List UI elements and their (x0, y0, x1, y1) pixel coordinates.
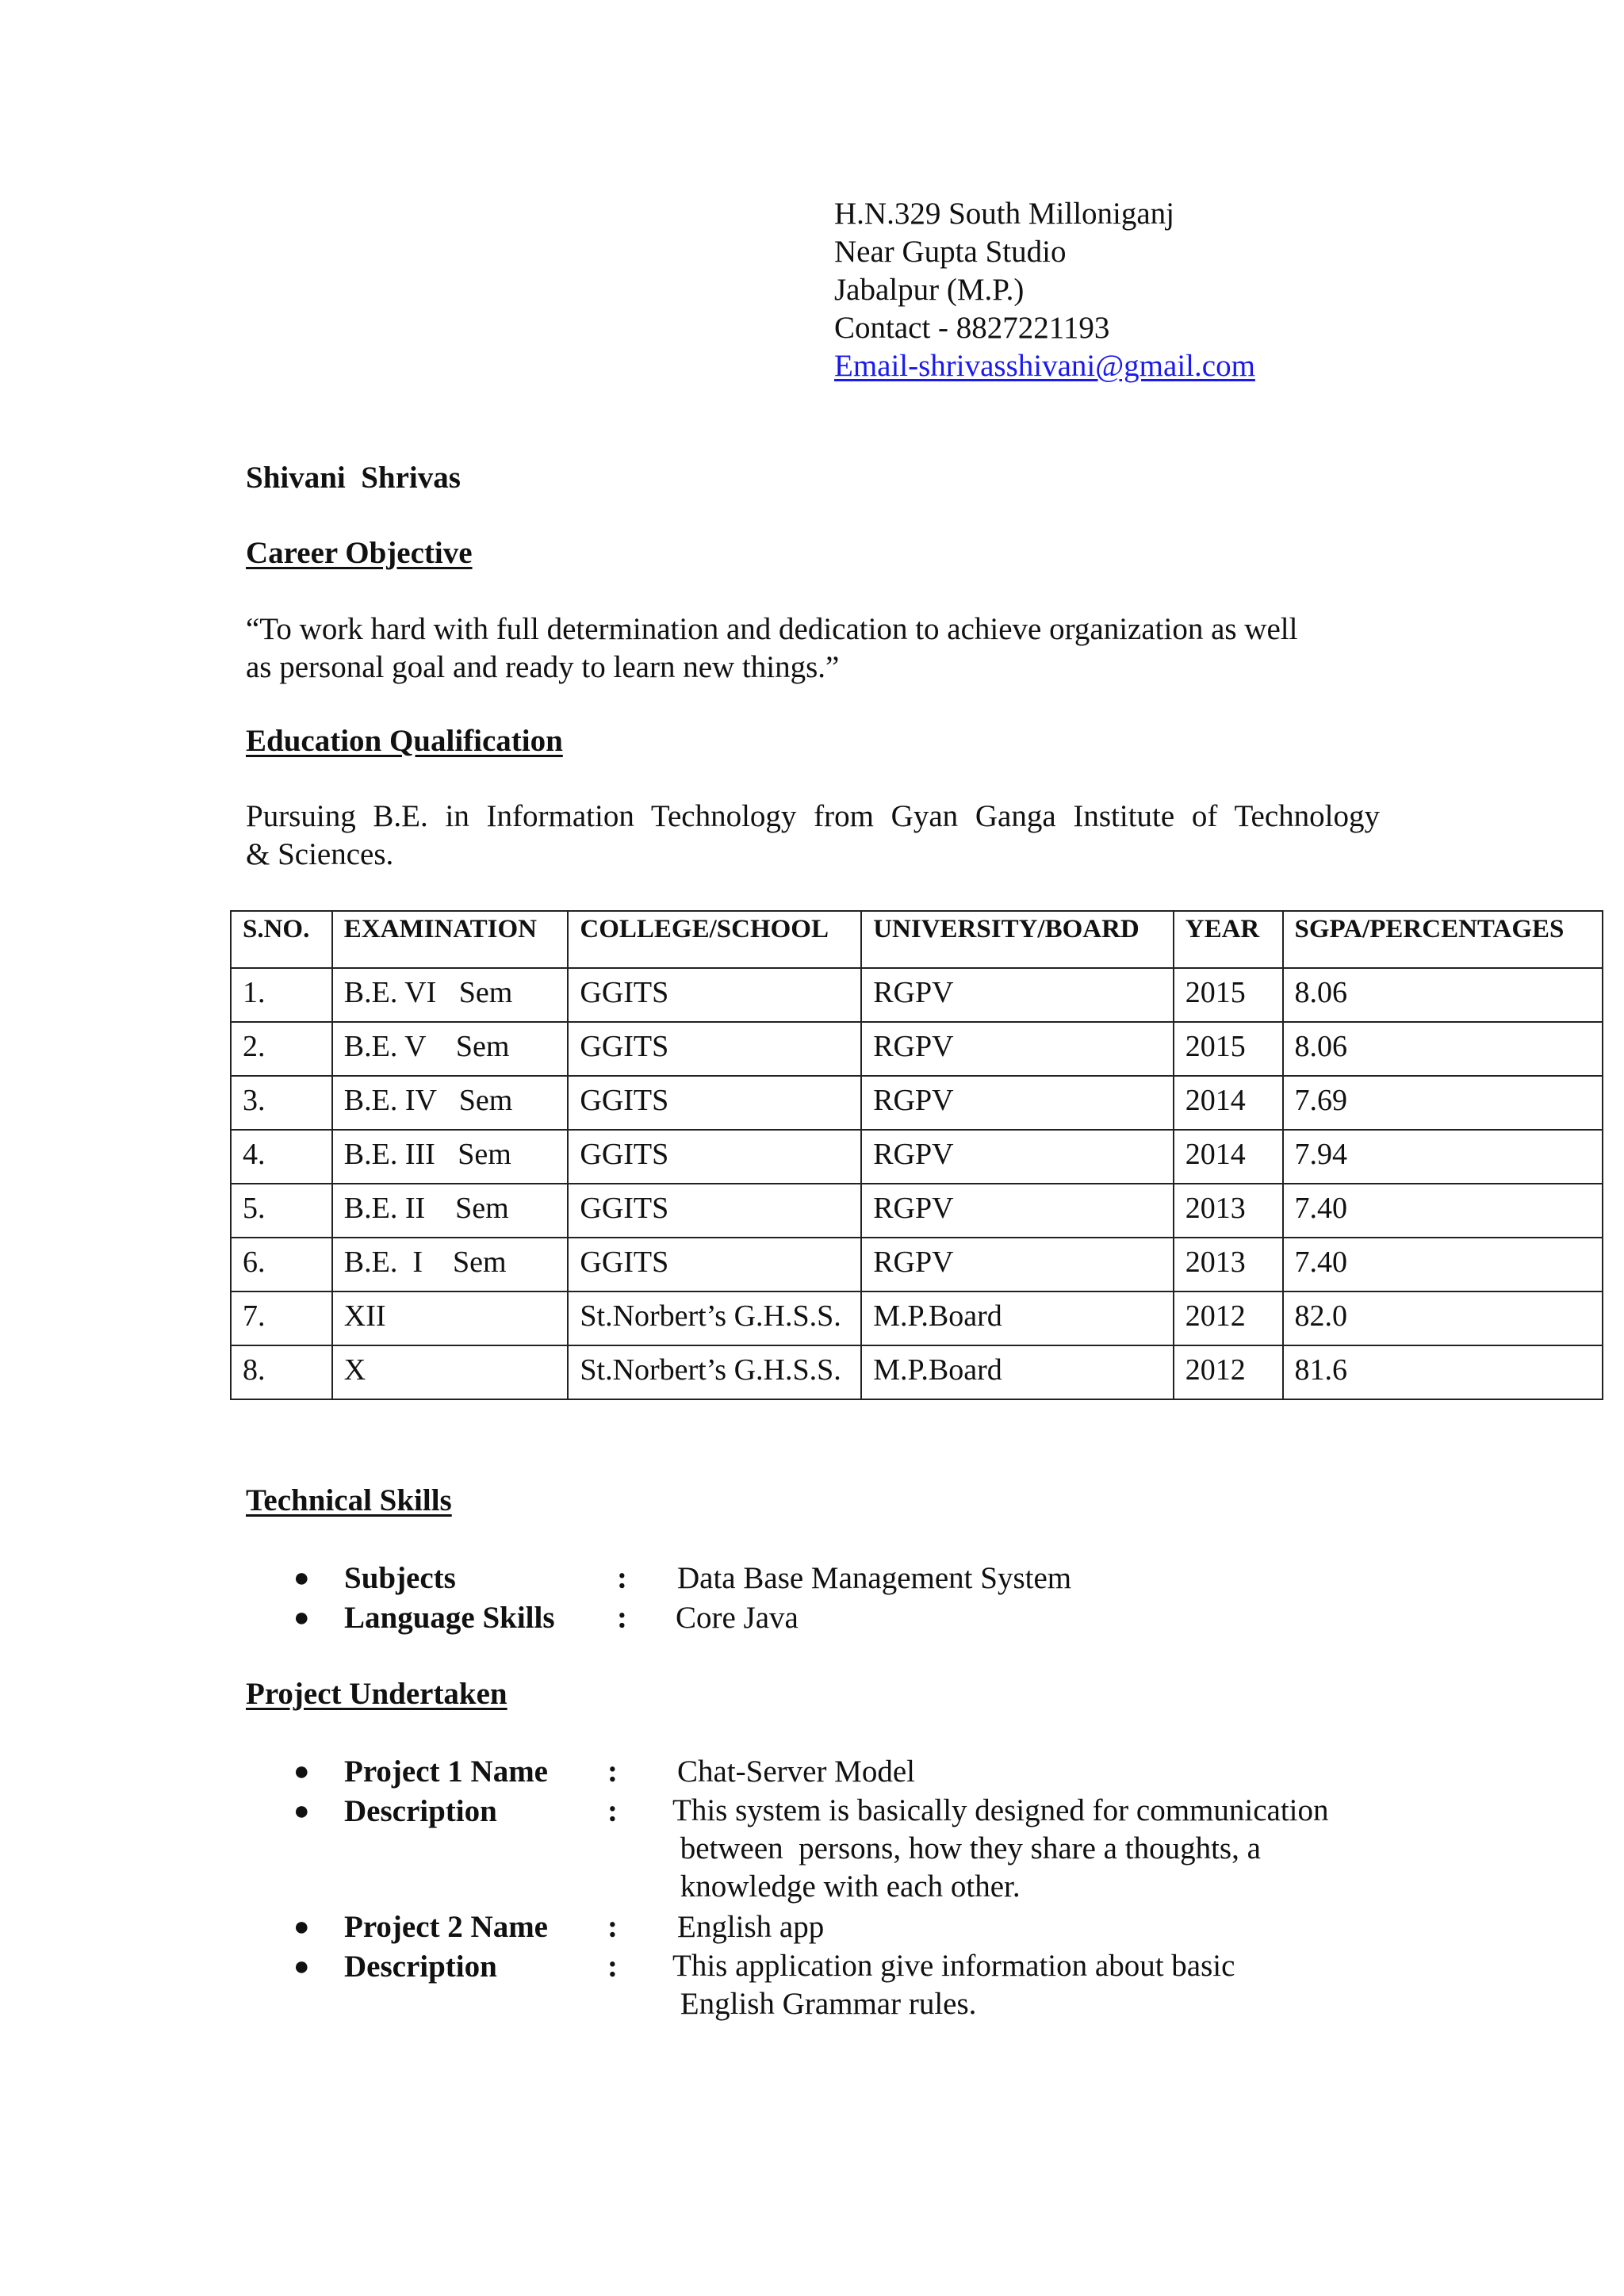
table-cell: RGPV (861, 1130, 1174, 1184)
table-row (231, 968, 1603, 1022)
description-line: English Grammar rules. (672, 1987, 977, 2021)
career-objective-line-2: as personal goal and ready to learn new things.” (246, 650, 840, 684)
table-cell: RGPV (861, 1076, 1174, 1130)
table-cell: 2015 (1174, 968, 1283, 1022)
skill-label: Language Skills (344, 1601, 555, 1635)
address-block (834, 195, 1255, 385)
table-row (231, 1184, 1603, 1238)
table-cell: St.Norbert’s G.H.S.S. (568, 1292, 861, 1345)
column-header: YEAR (1174, 911, 1283, 968)
table-row (231, 1238, 1603, 1292)
education-table (230, 910, 1603, 1400)
separator: : (607, 1794, 618, 1828)
address-line-3: Jabalpur (M.P.) (834, 273, 1025, 307)
table-cell: 2012 (1174, 1292, 1283, 1345)
bullet-icon: ● (293, 1603, 310, 1632)
table-cell: B.E. IV Sem (332, 1076, 569, 1130)
career-objective-text (246, 610, 1380, 687)
skill-label: Subjects (344, 1561, 456, 1595)
table-cell: 8.06 (1283, 968, 1603, 1022)
address-line-2: Near Gupta Studio (834, 235, 1067, 269)
table-cell: 2015 (1174, 1022, 1283, 1076)
table-cell: GGITS (568, 1022, 861, 1076)
table-cell: M.P.Board (861, 1292, 1174, 1345)
separator: : (607, 1755, 618, 1789)
project-description (672, 1792, 1386, 1906)
table-cell: 2014 (1174, 1076, 1283, 1130)
table-cell: 1. (231, 968, 332, 1022)
table-row (231, 1130, 1603, 1184)
bullet-icon: ● (293, 1757, 310, 1786)
education-line-1: Pursuing B.E. in Information Technology from Gyan Ganga Institute of Technology (246, 799, 1380, 833)
skill-value: Core Java (676, 1601, 799, 1635)
project-label: Project 2 Name (344, 1910, 548, 1944)
project-label: Project 1 Name (344, 1755, 548, 1789)
table-cell: 8.06 (1283, 1022, 1603, 1076)
table-cell: RGPV (861, 1184, 1174, 1238)
education-heading: Education Qualification (246, 724, 563, 758)
table-cell: 81.6 (1283, 1345, 1603, 1399)
table-cell: B.E. II Sem (332, 1184, 569, 1238)
description-line: knowledge with each other. (672, 1869, 1021, 1904)
career-objective-line-1: “To work hard with full determination and dedication to achieve organization as well (246, 612, 1298, 646)
separator: : (617, 1561, 627, 1595)
table-cell: 4. (231, 1130, 332, 1184)
table-cell: GGITS (568, 1184, 861, 1238)
table-cell: 7.40 (1283, 1184, 1603, 1238)
description-line: between persons, how they share a thoughts, a (672, 1831, 1261, 1866)
table-cell: 5. (231, 1184, 332, 1238)
email-link[interactable]: Email-shrivasshivani@gmail.com (834, 349, 1255, 383)
separator: : (607, 1910, 618, 1944)
table-cell: 2. (231, 1022, 332, 1076)
bullet-icon: ● (293, 1797, 310, 1826)
table-cell: GGITS (568, 968, 861, 1022)
table-cell: St.Norbert’s G.H.S.S. (568, 1345, 861, 1399)
bullet-icon: ● (293, 1563, 310, 1593)
column-header: S.NO. (231, 911, 332, 968)
column-header: COLLEGE/SCHOOL (568, 911, 861, 968)
table-cell: GGITS (568, 1130, 861, 1184)
technical-skills-heading: Technical Skills (246, 1483, 452, 1517)
table-cell: 2013 (1174, 1238, 1283, 1292)
table-cell: RGPV (861, 968, 1174, 1022)
table-row (231, 1292, 1603, 1345)
skill-value: Data Base Management System (677, 1561, 1072, 1595)
table-cell: 2014 (1174, 1130, 1283, 1184)
table-cell: 8. (231, 1345, 332, 1399)
project-description (672, 1947, 1386, 2023)
table-cell: 7.40 (1283, 1238, 1603, 1292)
candidate-name: Shivani Shrivas (246, 461, 461, 495)
table-row (231, 1345, 1603, 1399)
project-label: Description (344, 1950, 497, 1984)
table-row (231, 1022, 1603, 1076)
contact-number: Contact - 8827221193 (834, 311, 1110, 345)
table-cell: B.E. I Sem (332, 1238, 569, 1292)
separator: : (607, 1950, 618, 1984)
bullet-icon: ● (293, 1952, 310, 1981)
education-text (246, 798, 1380, 874)
table-cell: B.E. VI Sem (332, 968, 569, 1022)
table-cell: M.P.Board (861, 1345, 1174, 1399)
bullet-icon: ● (293, 1912, 310, 1942)
table-cell: B.E. V Sem (332, 1022, 569, 1076)
project-value: Chat-Server Model (677, 1755, 916, 1789)
project-value: English app (677, 1910, 825, 1944)
column-header: SGPA/PERCENTAGES (1283, 911, 1603, 968)
table-cell: XII (332, 1292, 569, 1345)
education-line-2: & Sciences. (246, 837, 394, 871)
table-cell: X (332, 1345, 569, 1399)
table-cell: B.E. III Sem (332, 1130, 569, 1184)
table-cell: 7.94 (1283, 1130, 1603, 1184)
table-cell: RGPV (861, 1022, 1174, 1076)
table-cell: 6. (231, 1238, 332, 1292)
description-line: This application give information about basic (672, 1949, 1235, 1983)
table-cell: 7.69 (1283, 1076, 1603, 1130)
column-header: EXAMINATION (332, 911, 569, 968)
table-cell: GGITS (568, 1238, 861, 1292)
table-cell: 82.0 (1283, 1292, 1603, 1345)
table-header-row (231, 911, 1603, 968)
separator: : (617, 1601, 627, 1635)
table-cell: 2013 (1174, 1184, 1283, 1238)
career-objective-heading: Career Objective (246, 536, 473, 570)
table-cell: 7. (231, 1292, 332, 1345)
table-cell: GGITS (568, 1076, 861, 1130)
project-label: Description (344, 1794, 497, 1828)
table-row (231, 1076, 1603, 1130)
table-cell: 3. (231, 1076, 332, 1130)
table-cell: 2012 (1174, 1345, 1283, 1399)
column-header: UNIVERSITY/BOARD (861, 911, 1174, 968)
table-cell: RGPV (861, 1238, 1174, 1292)
description-line: This system is basically designed for communication (672, 1793, 1329, 1827)
address-line-1: H.N.329 South Milloniganj (834, 197, 1175, 231)
projects-heading: Project Undertaken (246, 1677, 508, 1711)
